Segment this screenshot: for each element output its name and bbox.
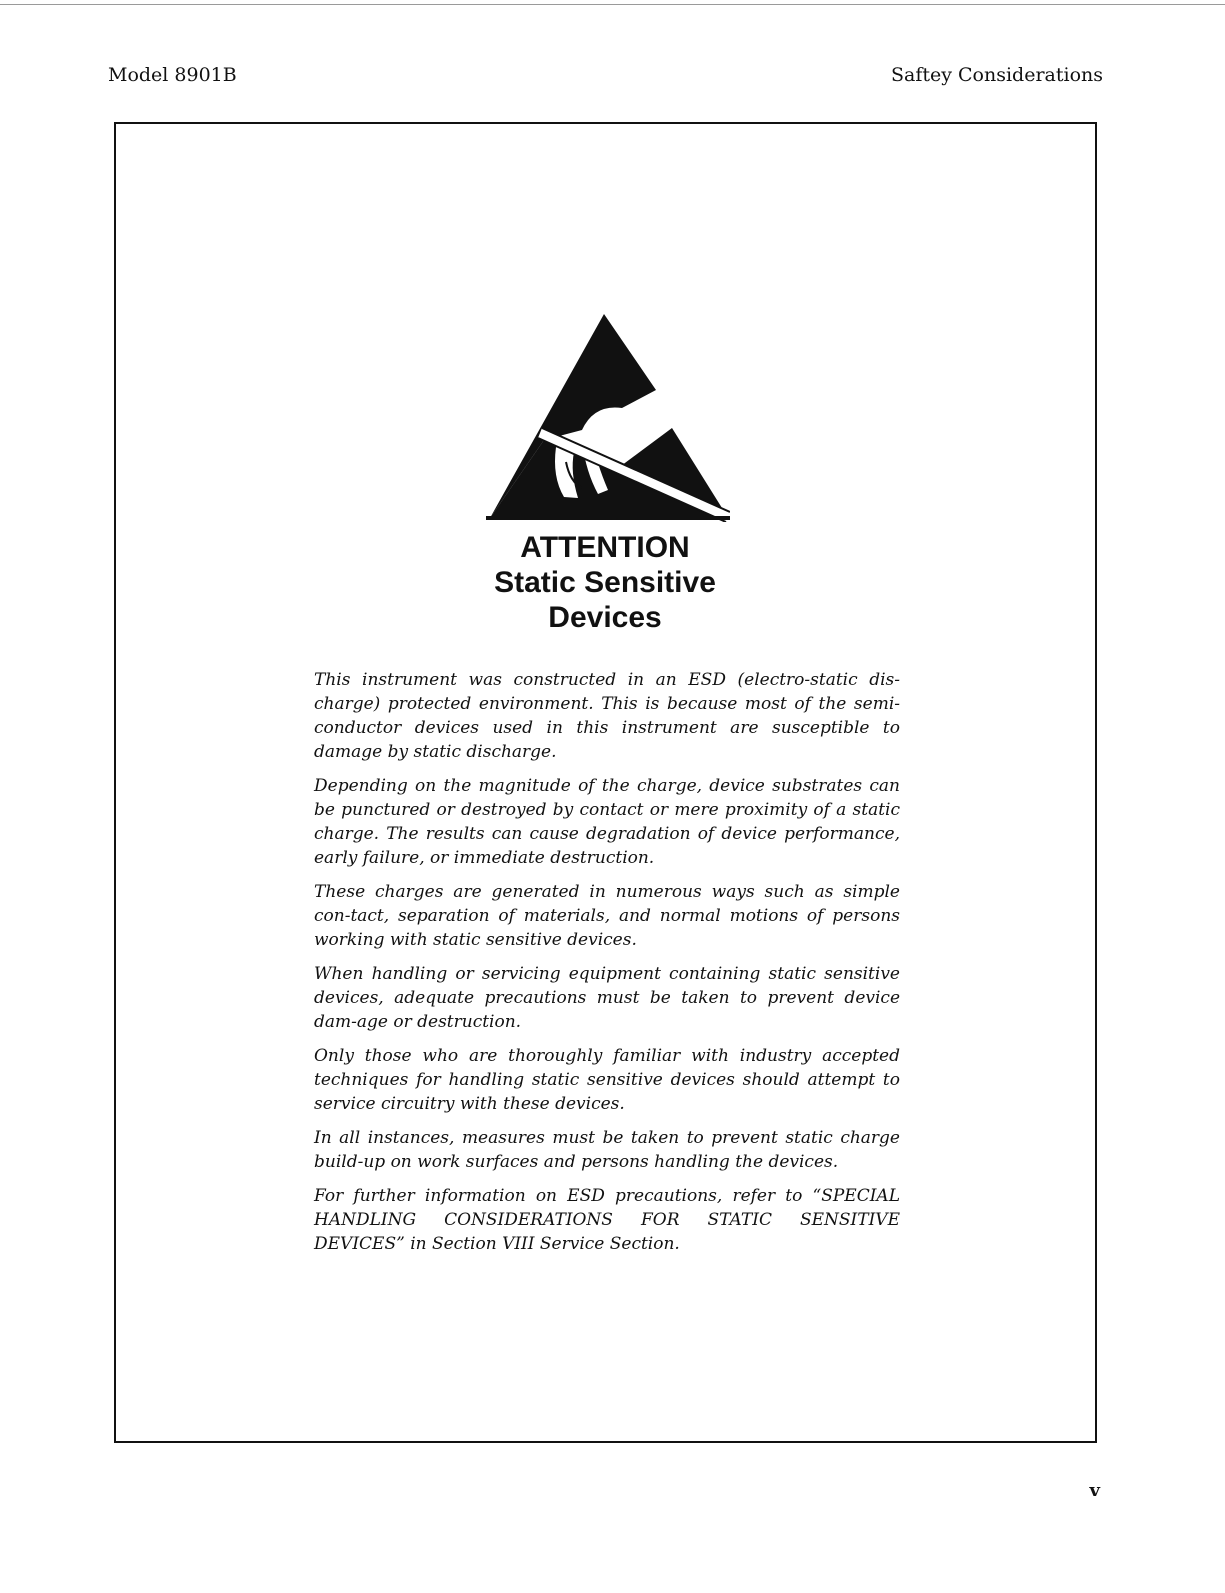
page-number: v — [1089, 1480, 1100, 1501]
notice-paragraph: Only those who are thoroughly familiar with industry accepted techniques for handling static sensitive devices should attempt to service circuitry with these devices. — [314, 1046, 900, 1114]
notice-paragraph: For further information on ESD precautions, refer to “SPECIAL HANDLING CONSIDERATIONS FOR STATIC SENSITIVE DEVICES” in Section VIII Service Section. — [314, 1186, 900, 1254]
heading-line: ATTENTION — [520, 531, 690, 564]
running-head-model: Model 8901B — [108, 64, 237, 86]
attention-heading — [455, 530, 755, 635]
esd-static-sensitive-hand-icon — [486, 312, 730, 522]
notice-paragraph: When handling or servicing equipment containing static sensitive devices, adequate precautions must be taken to prevent device dam-age or destruction. — [314, 964, 900, 1032]
notice-paragraph: In all instances, measures must be taken to prevent static charge build-up on work surfaces and persons handling the devices. — [314, 1128, 900, 1172]
heading-line: Devices — [548, 601, 662, 634]
running-head-section: Saftey Considerations — [890, 64, 1103, 86]
notice-body — [314, 668, 900, 1266]
notice-paragraph: This instrument was constructed in an ESD (electro-static dis-charge) protected environment. This is because most of the semi-conductor devices used in this instrument are susceptible to damage by static discharge. — [314, 670, 900, 762]
notice-paragraph: These charges are generated in numerous ways such as simple con-tact, separation of materials, and normal motions of persons working with static sensitive devices. — [314, 882, 900, 950]
top-rule — [0, 4, 1225, 5]
notice-paragraph: Depending on the magnitude of the charge, device substrates can be punctured or destroyed by contact or mere proximity of a static charge. The results can cause degradation of device performance, early failure, or immediate destruction. — [314, 776, 900, 868]
heading-line: Static Sensitive — [494, 566, 716, 599]
